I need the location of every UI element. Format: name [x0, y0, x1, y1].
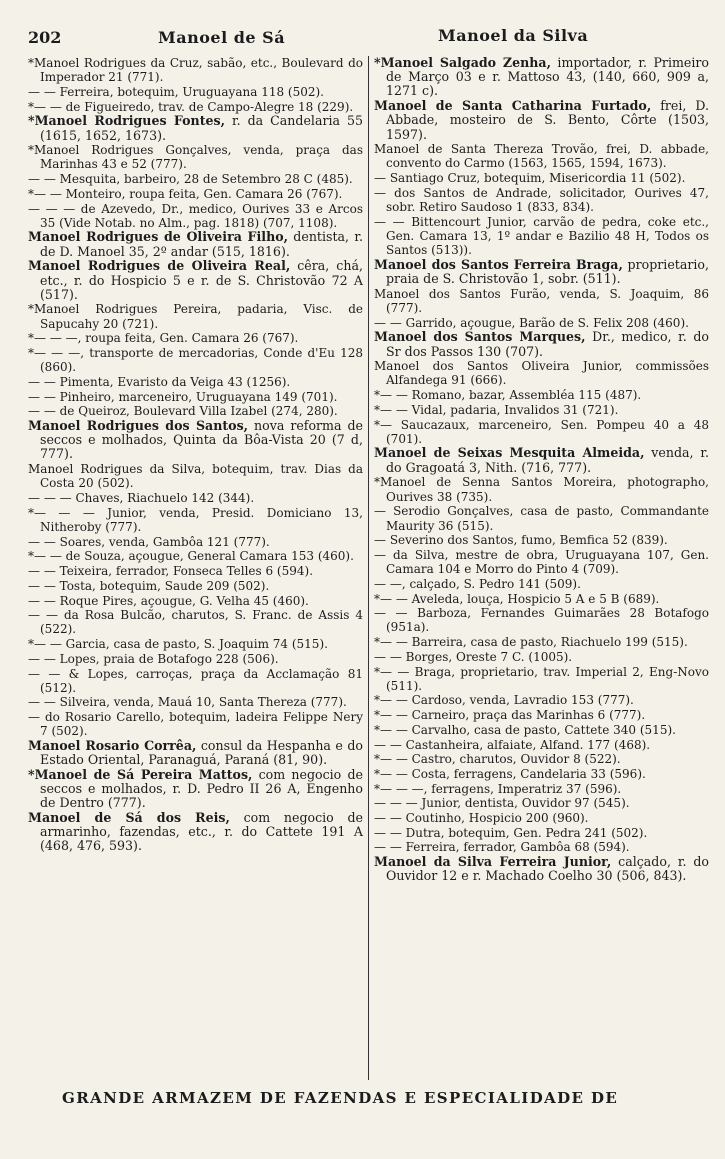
entry-text: *— — de Figueiredo, trav. de Campo-Alegre 18 (229). — [28, 99, 354, 114]
directory-entry — [374, 738, 709, 752]
directory-entry — [28, 100, 363, 114]
column-divider — [368, 56, 369, 1080]
entry-text: — da Silva, mestre de obra, Uruguayana 107, Gen. Camara 104 e Morro do Pinto 4 (709). — [374, 547, 709, 577]
directory-entry — [28, 187, 363, 201]
entry-name: Manoel dos Santos Marques, — [374, 329, 586, 345]
entry-text: — —, calçado, S. Pedro 141 (509). — [374, 576, 581, 591]
entry-text: *Manoel Rodrigues da Cruz, sabão, etc., Boulevard do Imperador 21 (771). — [28, 56, 363, 85]
entry-text: — — da Rosa Bulcão, charutos, S. Franc. de Assis 4 (522). — [28, 608, 363, 637]
entry-text: *— — Braga, proprietario, trav. Imperial 2, Eng-Novo (511). — [374, 664, 709, 693]
entry-text: consul da Hespanha e do Estado Oriental, Paranaguá, Paraná (81, 90). — [40, 738, 363, 768]
entry-text: calçado, r. do Ouvidor 12 e r. Machado Coelho 30 (506, 843). — [386, 854, 709, 884]
entry-text: r. da Candelaria 55 (1615, 1652, 1673). — [40, 113, 363, 143]
entry-name: *Manoel Salgado Zenha, — [374, 55, 551, 70]
entry-text: — — Teixeira, ferrador, Fonseca Telles 6 (594). — [28, 564, 314, 579]
entry-text: *— — —, transporte de mercadorias, Conde d'Eu 128 (860). — [28, 346, 363, 375]
directory-entry — [374, 330, 709, 358]
entry-text: Manoel Rodrigues da Silva, botequim, trav. Dias da Costa 20 (502). — [28, 462, 363, 491]
directory-entry — [374, 215, 709, 258]
directory-entry — [374, 796, 709, 810]
left-column — [28, 56, 363, 854]
entry-text: *— — Carneiro, praça das Marinhas 6 (777). — [374, 708, 646, 723]
directory-entry — [28, 259, 363, 302]
directory-entry — [374, 782, 709, 796]
entry-name: Manoel da Silva Ferreira Junior, — [374, 854, 612, 870]
directory-entry — [374, 606, 709, 634]
entry-text: — — — de Azevedo, Dr., medico, Ourives 33 e Arcos 35 (Vide Notab. no Alm., pag. 1818) (707, 1108). — [28, 201, 363, 230]
entry-text: *— — Aveleda, louça, Hospicio 5 A e 5 B (689). — [374, 591, 660, 606]
directory-entry — [28, 404, 363, 418]
directory-entry — [374, 258, 709, 286]
directory-entry — [374, 359, 709, 387]
directory-entry — [28, 695, 363, 709]
right-column — [374, 56, 709, 884]
entry-text: — — Soares, venda, Gambôa 121 (777). — [28, 534, 270, 549]
directory-entry — [374, 388, 709, 402]
entry-text: — Santiago Cruz, botequim, Misericordia 11 (502). — [374, 171, 686, 186]
entry-text: *Manoel Rodrigues Pereira, padaria, Visc. de Sapucahy 20 (721). — [28, 302, 363, 331]
left-running-head: Manoel de Sá — [158, 28, 286, 47]
directory-entry — [374, 418, 709, 446]
directory-entry — [374, 752, 709, 766]
directory-entry — [374, 287, 709, 315]
entry-text: — — de Queiroz, Boulevard Villa Izabel (274, 280). — [28, 404, 338, 419]
entry-text: — — Mesquita, barbeiro, 28 de Setembro 28 C (485). — [28, 172, 353, 187]
directory-entry — [28, 506, 363, 534]
entry-text: — — — Chaves, Riachuelo 142 (344). — [28, 491, 255, 506]
entry-text: — — & Lopes, carroças, praça da Acclamação 81 (512). — [28, 666, 363, 695]
entry-text: com negocio de seccos e molhados, r. D. Pedro II 26 A, Engenho de Dentro (777). — [40, 766, 363, 811]
entry-name: Manoel Rosario Corrêa, — [28, 738, 197, 754]
entry-text: — Serodio Gonçalves, casa de pasto, Commandante Maurity 36 (515). — [374, 504, 709, 533]
directory-entry — [374, 446, 709, 474]
directory-entry — [374, 186, 709, 214]
entry-text: *— — Cardoso, venda, Lavradio 153 (777). — [374, 693, 634, 708]
entry-text: *— — Costa, ferragens, Candelaria 33 (596). — [374, 766, 646, 781]
entry-text: *— — —, ferragens, Imperatriz 37 (596). — [374, 781, 622, 796]
directory-entry — [374, 665, 709, 693]
entry-text: — do Rosario Carello, botequim, ladeira Felippe Nery 7 (502). — [28, 710, 363, 739]
directory-entry — [28, 608, 363, 636]
entry-text: *Manoel Rodrigues Gonçalves, venda, praça das Marinhas 43 e 52 (777). — [28, 143, 363, 172]
directory-entry — [28, 390, 363, 404]
entry-text: — — Silveira, venda, Mauá 10, Santa Thereza (777). — [28, 695, 347, 710]
directory-entry — [28, 811, 363, 854]
directory-entry — [374, 723, 709, 737]
entry-name: Manoel de Sá dos Reis, — [28, 810, 230, 826]
directory-entry — [28, 85, 363, 99]
entry-name: Manoel de Seixas Mesquita Almeida, — [374, 445, 645, 461]
entry-text: *— — Romano, bazar, Assembléa 115 (487). — [374, 388, 642, 403]
directory-entry — [374, 403, 709, 417]
entry-text: *— — de Souza, açougue, General Camara 153 (460). — [28, 549, 354, 564]
directory-entry — [28, 594, 363, 608]
entry-text: — — Pimenta, Evaristo da Veiga 43 (1256). — [28, 374, 291, 389]
entry-text: nova reforma de seccos e molhados, Quinta da Bôa-Vista 20 (7 d, 777). — [40, 418, 363, 462]
directory-entry — [374, 533, 709, 547]
entry-name: *Manoel de Sá Pereira Mattos, — [28, 766, 253, 782]
entry-text: importador, r. Primeiro de Março 03 e r. Mattoso 43, (140, 660, 909 a, 1271 c). — [386, 55, 709, 99]
entry-text: *— — Castro, charutos, Ouvidor 8 (522). — [374, 752, 621, 767]
directory-entry — [28, 331, 363, 345]
directory-entry — [374, 577, 709, 591]
directory-columns — [28, 56, 708, 1084]
entry-name: Manoel de Santa Catharina Furtado, — [374, 98, 652, 114]
entry-text: — — Lopes, praia de Botafogo 228 (506). — [28, 651, 279, 666]
entry-text: Manoel dos Santos Furão, venda, S. Joaquim, 86 (777). — [374, 286, 709, 315]
directory-entry — [374, 840, 709, 854]
entry-name: Manoel Rodrigues de Oliveira Real, — [28, 258, 291, 274]
directory-entry — [28, 462, 363, 490]
directory-entry — [28, 375, 363, 389]
entry-text: — — Bittencourt Junior, carvão de pedra, coke etc., Gen. Camara 13, 1º andar e Bazilio 48 H, Todos os Santos (513)). — [374, 214, 709, 258]
page-number: 202 — [28, 28, 62, 47]
directory-entry — [374, 316, 709, 330]
directory-entry — [374, 592, 709, 606]
page-header — [28, 26, 695, 50]
footer-banner: GRANDE ARMAZEM DE FAZENDAS E ESPECIALIDADE DE — [62, 1089, 619, 1107]
directory-entry — [374, 708, 709, 722]
directory-entry — [374, 650, 709, 664]
entry-text: — — Ferreira, botequim, Uruguayana 118 (502). — [28, 84, 324, 99]
directory-entry — [374, 826, 709, 840]
entry-text: — — Pinheiro, marceneiro, Uruguayana 149 (701). — [28, 389, 338, 404]
directory-entry — [374, 693, 709, 707]
directory-entry — [28, 230, 363, 258]
entry-text: *— — Vidal, padaria, Invalidos 31 (721). — [374, 402, 619, 417]
entry-text: — Severino dos Santos, fumo, Bemfica 52 (839). — [374, 533, 668, 548]
directory-entry — [28, 56, 363, 84]
entry-text: proprietario, praia de S. Christovão 1, sobr. (511). — [386, 256, 709, 287]
directory-entry — [374, 56, 709, 99]
entry-text: *— — Garcia, casa de pasto, S. Joaquim 74 (515). — [28, 637, 328, 652]
directory-entry — [374, 504, 709, 532]
entry-text: — — — Junior, dentista, Ouvidor 97 (545). — [374, 796, 630, 811]
entry-name: Manoel Rodrigues de Oliveira Filho, — [28, 229, 289, 245]
directory-entry — [28, 579, 363, 593]
entry-text: — — Ferreira, ferrador, Gambôa 68 (594). — [374, 840, 630, 855]
directory-entry — [374, 99, 709, 142]
entry-text: *— — Barreira, casa de pasto, Riachuelo 199 (515). — [374, 635, 688, 650]
entry-text: — — Garrido, açougue, Barão de S. Felix 208 (460). — [374, 315, 689, 330]
directory-entry — [374, 811, 709, 825]
directory-entry — [28, 652, 363, 666]
directory-entry — [28, 710, 363, 738]
directory-entry — [374, 171, 709, 185]
directory-entry — [28, 739, 363, 767]
entry-text: Dr., medico, r. do Sr dos Passos 130 (707). — [386, 329, 709, 359]
entry-text: com negocio de armarinho, fazendas, etc., r. do Cattete 191 A (468, 476, 593). — [40, 810, 363, 854]
entry-text: frei, D. Abbade, mosteiro de S. Bento, Côrte (1503, 1597). — [386, 98, 709, 142]
entry-text: — — Castanheira, alfaiate, Alfand. 177 (468). — [374, 737, 651, 752]
directory-entry — [28, 564, 363, 578]
entry-text: — — Dutra, botequim, Gen. Pedra 241 (502). — [374, 825, 648, 840]
directory-entry — [28, 637, 363, 651]
directory-entry — [28, 172, 363, 186]
entry-name: Manoel dos Santos Ferreira Braga, — [374, 256, 623, 272]
entry-name: Manoel Rodrigues dos Santos, — [28, 418, 249, 434]
entry-text: — — Tosta, botequim, Saude 209 (502). — [28, 578, 270, 593]
directory-entry — [28, 667, 363, 695]
entry-text: — — Roque Pires, açougue, G. Velha 45 (460). — [28, 593, 309, 608]
entry-text: Manoel de Santa Thereza Trovão, frei, D. abbade, convento do Carmo (1563, 1565, 1594, 1673). — [374, 142, 709, 171]
entry-text: dentista, r. de D. Manoel 35, 2º andar (515, 1816). — [40, 229, 363, 259]
directory-entry — [374, 855, 709, 883]
entry-text: — — Barboza, Fernandes Guimarães 28 Botafogo (951a). — [374, 606, 709, 635]
entry-text: *— — —, roupa feita, Gen. Camara 26 (767). — [28, 331, 299, 346]
entry-text: cêra, chá, etc., r. do Hospicio 5 e r. de S. Christovão 72 A (517). — [40, 258, 363, 302]
entry-text: — dos Santos de Andrade, solicitador, Ourives 47, sobr. Retiro Saudoso 1 (833, 834). — [374, 185, 709, 215]
directory-entry — [28, 302, 363, 330]
directory-entry — [374, 548, 709, 576]
directory-entry — [28, 768, 363, 811]
directory-entry — [28, 114, 363, 142]
entry-text: — — Borges, Oreste 7 C. (1005). — [374, 649, 573, 664]
entry-text: *— — — Junior, venda, Presid. Domiciano 13, Nitheroby (777). — [28, 505, 363, 534]
entry-text: venda, r. do Gragoatá 3, Nith. (716, 777). — [386, 445, 709, 475]
directory-entry — [28, 419, 363, 462]
entry-text: — — Coutinho, Hospicio 200 (960). — [374, 811, 589, 826]
directory-entry — [374, 475, 709, 503]
directory-entry — [28, 202, 363, 230]
entry-text: *— — Carvalho, casa de pasto, Cattete 340 (515). — [374, 722, 676, 737]
directory-entry — [28, 549, 363, 563]
right-running-head: Manoel da Silva — [438, 26, 589, 45]
entry-name: *Manoel Rodrigues Fontes, — [28, 113, 226, 129]
directory-entry — [28, 491, 363, 505]
entry-text: *— Saucazaux, marceneiro, Sen. Pompeu 40 a 48 (701). — [374, 417, 709, 446]
entry-text: *— — Monteiro, roupa feita, Gen. Camara 26 (767). — [28, 186, 343, 201]
directory-entry — [28, 346, 363, 374]
directory-entry — [374, 635, 709, 649]
entry-text: *Manoel de Senna Santos Moreira, photographo, Ourives 38 (735). — [374, 475, 709, 504]
directory-entry — [374, 142, 709, 170]
directory-entry — [28, 535, 363, 549]
directory-entry — [374, 767, 709, 781]
entry-text: Manoel dos Santos Oliveira Junior, commissões Alfandega 91 (666). — [374, 359, 709, 388]
directory-entry — [28, 143, 363, 171]
